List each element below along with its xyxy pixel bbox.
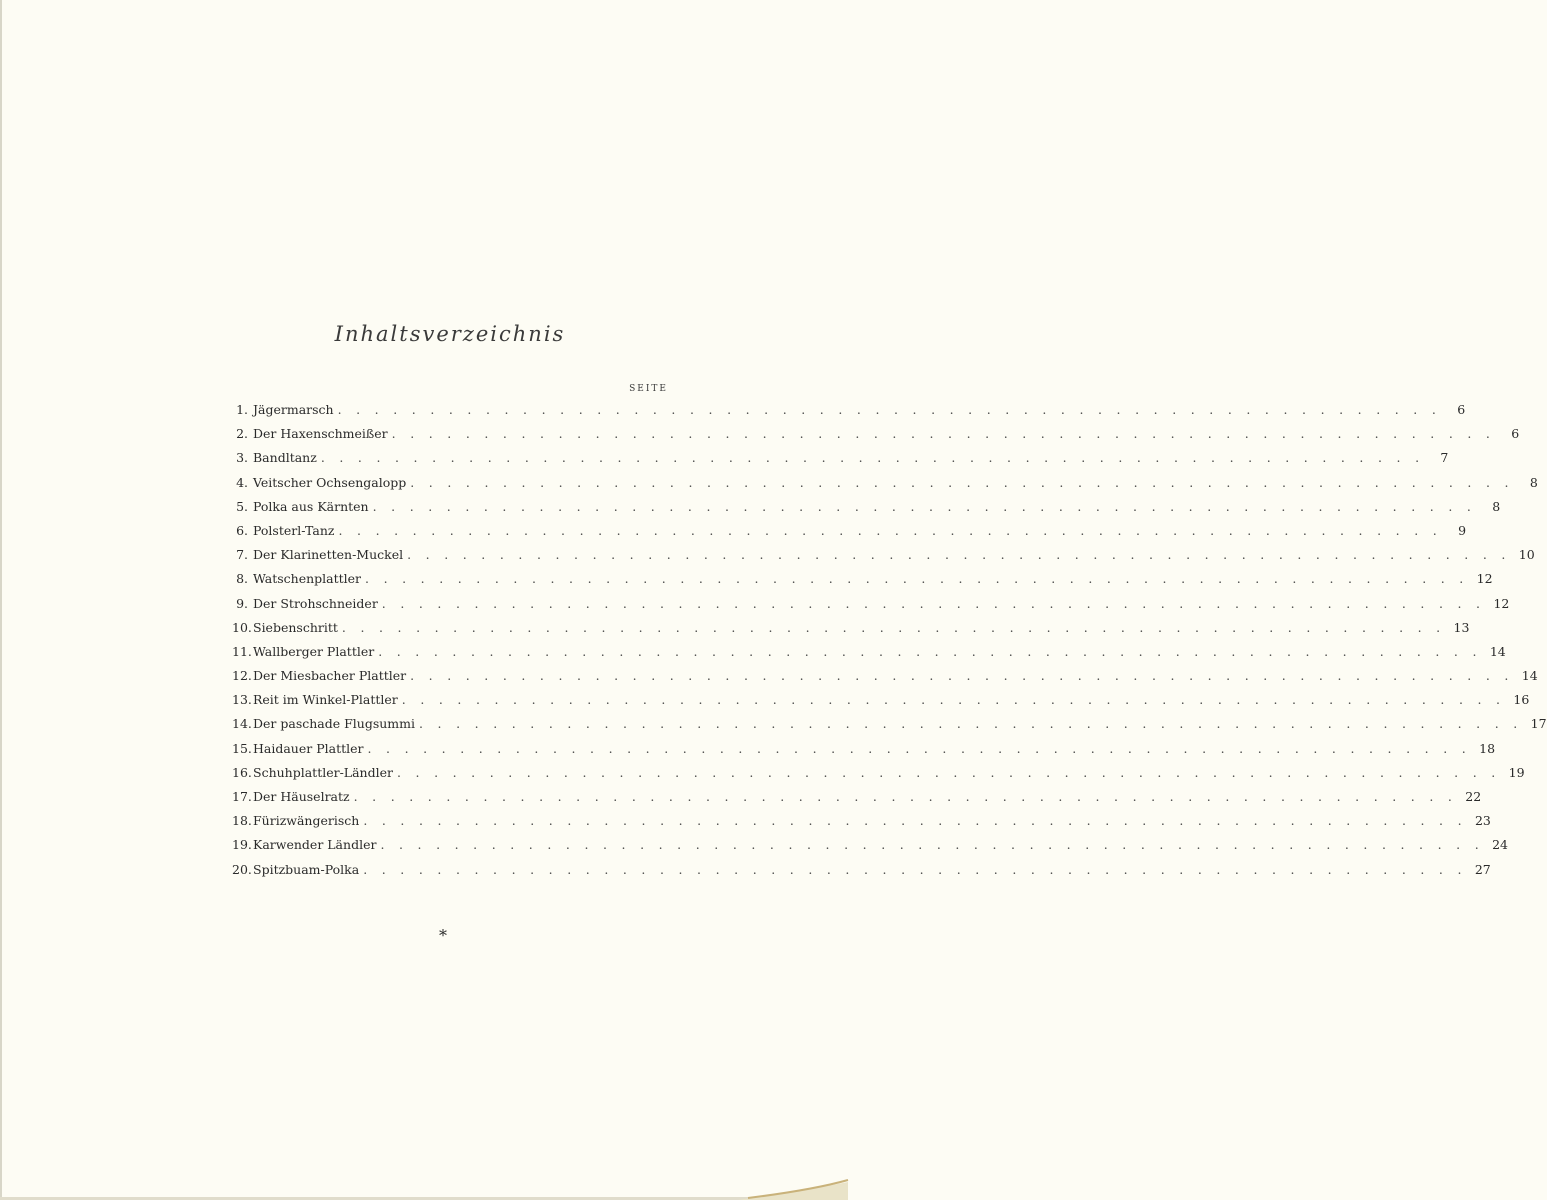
toc-entry-title: Jägermarsch xyxy=(253,402,334,417)
dot-leader: . . . . . . . . . . . . . . . . . . . . . . . . . . . . . . . . . . . . . . . . . . . . . . . . . . . . . . . . . . . . xyxy=(353,789,1458,804)
toc-entry-title: Der Klarinetten-Muckel xyxy=(253,547,404,563)
dot-leader: . . . . . . . . . . . . . . . . . . . . . . . . . . . . . . . . . . . . . . . . . . . . . . . . . . . . . . . . . . . . xyxy=(363,861,1467,877)
dot-leader: . . . . . . . . . . . . . . . . . . . . . . . . . . . . . . . . . . . . . . . . . . . . . . . . . . . . . . . . . . . . xyxy=(380,837,1484,853)
toc-entry-page: 18 xyxy=(1479,740,1496,756)
toc-entry-page: 14 xyxy=(1521,668,1538,684)
toc-entry-page: 22 xyxy=(1465,789,1482,804)
toc-entry xyxy=(232,740,1496,765)
toc-entry-page: 12 xyxy=(1493,595,1510,611)
toc-entry xyxy=(232,426,1520,450)
toc-entry-number: 14. xyxy=(232,716,252,732)
toc-entry-title: Reit im Winkel-Plattler xyxy=(253,692,398,708)
toc-entry-number: 6. xyxy=(236,522,248,538)
page-title: Inhaltsverzeichnis xyxy=(334,322,566,346)
toc-entry xyxy=(232,861,1491,886)
left-page-edge xyxy=(0,0,2,1200)
toc-entry-number: 12. xyxy=(232,668,252,684)
toc-entry xyxy=(232,522,1467,547)
toc-entry-number: 20. xyxy=(232,861,252,877)
toc-entry-number: 17. xyxy=(232,789,252,804)
page-corner-curl xyxy=(738,1160,848,1200)
toc-entry xyxy=(232,692,1530,716)
toc-entry-number: 11. xyxy=(232,643,252,659)
toc-entry-number: 3. xyxy=(236,450,248,466)
dot-leader: . . . . . . . . . . . . . . . . . . . . . . . . . . . . . . . . . . . . . . . . . . . . . . . . . . . . . . . . . . . . xyxy=(341,619,1446,635)
dot-leader: . . . . . . . . . . . . . . . . . . . . . . . . . . . . . . . . . . . . . . . . . . . . . . . . . . . . . . . . . . . . xyxy=(367,740,1472,756)
toc-entry xyxy=(232,474,1538,499)
toc-entry-page: 17 xyxy=(1530,716,1547,732)
toc-entry-title: Polka aus Kärnten xyxy=(253,498,369,514)
toc-entry-title: Haidauer Plattler xyxy=(253,740,364,756)
toc-entry xyxy=(232,716,1547,740)
dot-leader: . . . . . . . . . . . . . . . . . . . . . . . . . . . . . . . . . . . . . . . . . . . . . . . . . . . . . . . . . . . . xyxy=(365,571,1469,587)
dot-leader: . . . . . . . . . . . . . . . . . . . . . . . . . . . . . . . . . . . . . . . . . . . . . . . . . . . . . . . . . . . . xyxy=(410,474,1514,490)
toc-entry-page: 7 xyxy=(1440,450,1449,466)
toc-entry-page: 23 xyxy=(1474,813,1491,829)
toc-entry-page: 13 xyxy=(1453,619,1470,635)
toc-entry-number: 18. xyxy=(232,813,252,829)
toc-entry-page: 16 xyxy=(1513,692,1530,708)
toc-entry-number: 16. xyxy=(232,764,252,780)
dot-leader: . . . . . . . . . . . . . . . . . . . . . . . . . . . . . . . . . . . . . . . . . . . . . . . . . . . . . . . . . . . . xyxy=(381,595,1486,611)
toc-entry-page: 6 xyxy=(1457,402,1466,417)
toc-entry xyxy=(232,668,1538,692)
toc-entry-title: Der paschade Flugsummi xyxy=(253,716,416,732)
toc-entry-number: 1. xyxy=(236,402,248,417)
toc-entry-title: Polsterl-Tanz xyxy=(253,522,335,538)
toc-entry-page: 9 xyxy=(1458,522,1467,538)
dot-leader: . . . . . . . . . . . . . . . . . . . . . . . . . . . . . . . . . . . . . . . . . . . . . . . . . . . . . . . . . . . . xyxy=(410,668,1514,684)
dot-leader: . . . . . . . . . . . . . . . . . . . . . . . . . . . . . . . . . . . . . . . . . . . . . . . . . . . . . . . . . . . . xyxy=(391,426,1496,442)
toc-entry-number: 15. xyxy=(232,740,252,756)
dot-leader: . . . . . . . . . . . . . . . . . . . . . . . . . . . . . . . . . . . . . . . . . . . . . . . . . . . . . . . . . . . . xyxy=(407,547,1511,563)
toc-entry-page: 6 xyxy=(1511,426,1520,442)
toc-entry-page: 12 xyxy=(1476,571,1493,587)
dot-leader: . . . . . . . . . . . . . . . . . . . . . . . . . . . . . . . . . . . . . . . . . . . . . . . . . . . . . . . . . . . . xyxy=(337,402,1442,417)
dot-leader: . . . . . . . . . . . . . . . . . . . . . . . . . . . . . . . . . . . . . . . . . . . . . . . . . . . . . . . . . . . . xyxy=(320,450,1425,466)
toc-entry-number: 9. xyxy=(236,595,248,611)
toc-entry xyxy=(232,837,1508,861)
toc-entry-page: 19 xyxy=(1508,764,1525,780)
toc-entry-page: 8 xyxy=(1492,498,1501,514)
toc-entry xyxy=(232,813,1491,837)
toc-entry-page: 8 xyxy=(1529,474,1538,490)
toc-entry xyxy=(232,595,1510,620)
table-of-contents xyxy=(232,384,1547,886)
toc-list xyxy=(232,402,1547,886)
toc-entry-title: Schuhplattler-Ländler xyxy=(253,764,393,780)
dot-leader: . . . . . . . . . . . . . . . . . . . . . . . . . . . . . . . . . . . . . . . . . . . . . . . . . . . . . . . . . . . . xyxy=(338,522,1443,538)
toc-entry xyxy=(232,789,1482,813)
page-column-header: SEITE xyxy=(629,384,668,394)
dot-leader: . . . . . . . . . . . . . . . . . . . . . . . . . . . . . . . . . . . . . . . . . . . . . . . . . . . . . . . . . . . . xyxy=(396,764,1501,780)
toc-entry xyxy=(232,402,1466,426)
toc-entry-number: 4. xyxy=(236,474,248,490)
toc-entry xyxy=(232,643,1506,668)
toc-entry-title: Der Häuselratz xyxy=(253,789,350,804)
toc-entry-title: Fürizwängerisch xyxy=(253,813,360,829)
toc-entry-title: Bandltanz xyxy=(253,450,317,466)
toc-entry-title: Der Miesbacher Plattler xyxy=(253,668,407,684)
toc-entry-title: Veitscher Ochsengalopp xyxy=(253,474,407,490)
toc-entry-title: Karwender Ländler xyxy=(253,837,377,853)
toc-entry-number: 19. xyxy=(232,837,252,853)
dot-leader: . . . . . . . . . . . . . . . . . . . . . . . . . . . . . . . . . . . . . . . . . . . . . . . . . . . . . . . . . . . . xyxy=(419,716,1523,732)
toc-entry-number: 8. xyxy=(236,571,248,587)
toc-entry-title: Watschenplattler xyxy=(253,571,362,587)
dot-leader: . . . . . . . . . . . . . . . . . . . . . . . . . . . . . . . . . . . . . . . . . . . . . . . . . . . . . . . . . . . . xyxy=(378,643,1482,659)
toc-entry-number: 10. xyxy=(232,619,252,635)
toc-entry-number: 5. xyxy=(236,498,248,514)
dot-leader: . . . . . . . . . . . . . . . . . . . . . . . . . . . . . . . . . . . . . . . . . . . . . . . . . . . . . . . . . . . . xyxy=(363,813,1467,829)
toc-entry-number: 13. xyxy=(232,692,252,708)
toc-entry-title: Der Haxenschmeißer xyxy=(253,426,388,442)
toc-entry xyxy=(232,450,1449,474)
toc-entry-page: 10 xyxy=(1518,547,1535,563)
dot-leader: . . . . . . . . . . . . . . . . . . . . . . . . . . . . . . . . . . . . . . . . . . . . . . . . . . . . . . . . . . . . xyxy=(372,498,1477,514)
toc-entry-page: 24 xyxy=(1492,837,1508,853)
toc-entry xyxy=(232,498,1501,523)
toc-entry-title: Siebenschritt xyxy=(253,619,338,635)
dot-leader: . . . . . . . . . . . . . . . . . . . . . . . . . . . . . . . . . . . . . . . . . . . . . . . . . . . . . . . . . . . . xyxy=(401,692,1506,708)
toc-entry-page: 27 xyxy=(1474,861,1491,877)
toc-entry-title: Spitzbuam-Polka xyxy=(253,861,360,877)
toc-entry xyxy=(232,764,1525,789)
toc-entry xyxy=(232,619,1470,644)
toc-entry xyxy=(232,547,1535,571)
toc-entry-page: 14 xyxy=(1489,643,1506,659)
toc-entry-number: 2. xyxy=(236,426,248,442)
toc-entry-number: 7. xyxy=(236,547,248,563)
asterisk-ornament: * xyxy=(439,926,447,945)
toc-entry xyxy=(232,571,1493,595)
toc-entry-title: Wallberger Plattler xyxy=(253,643,375,659)
toc-entry-title: Der Strohschneider xyxy=(253,595,378,611)
